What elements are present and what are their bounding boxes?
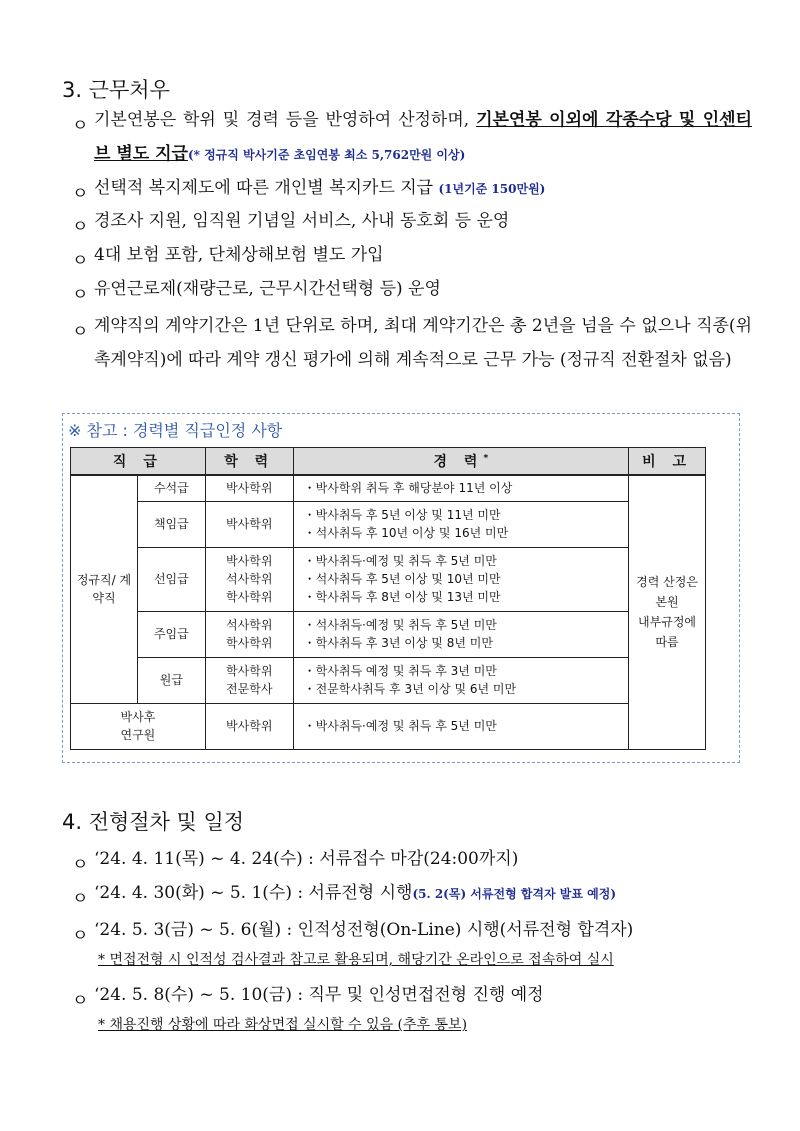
postdoc-grade-cell: 박사후 연구원 — [71, 703, 206, 749]
career-cell: ・석사취득·예정 및 취득 후 5년 미만 ・학사취득 후 3년 이상 및 8년 미만 — [293, 611, 628, 657]
salary-bold: 기본연봉 이외에 각종수당 및 인센티브 별도 지급 — [94, 110, 752, 164]
table-row — [71, 657, 706, 703]
aptitude-note: * 면접전형 시 인적성 검사결과 참고로 활용되며, 해당기간 온라인으로 접속하여 실시 — [98, 952, 614, 968]
table-header-row — [71, 448, 706, 476]
career-cell: ・학사취득 예정 및 취득 후 3년 미만 ・전문학사취득 후 3년 이상 및 6년 미만 — [293, 657, 628, 703]
table-row — [71, 475, 706, 501]
schedule-item-2 — [72, 876, 752, 911]
bullet-marker: ㅇ — [72, 855, 89, 875]
remark-cell: 경력 산정은 본원 내부규정에 따름 — [629, 475, 706, 749]
grade-cell: 수석급 — [137, 475, 205, 501]
group-label: 정규직/ 계약직 — [71, 475, 138, 703]
table-row — [71, 501, 706, 547]
grade-table — [70, 447, 706, 750]
schedule-text: ‘24. 5. 3(금) ~ 5. 6(월) : 인적성전형(On-Line) 시행(서류전형 합격자) — [94, 920, 634, 940]
bullet-marker: ㅇ — [72, 184, 89, 204]
schedule-text: ‘24. 4. 11(목) ~ 4. 24(수) : 서류접수 마감(24:00까지) — [94, 849, 519, 869]
salary-text: 기본연봉은 학위 및 경력 등을 반영하여 산정하며, — [94, 110, 477, 130]
welfare-text: 선택적 복지제도에 따른 개인별 복지카드 지급 — [94, 178, 439, 198]
bullet-marker: ㅇ — [72, 889, 89, 909]
schedule-text: ‘24. 5. 8(수) ~ 5. 10(금) : 직무 및 인성면접전형 진행 예정 — [94, 985, 544, 1005]
interview-note: * 채용진행 상황에 따라 화상면접 실시할 수 있음 (추후 통보) — [98, 1017, 468, 1033]
career-cell: ・박사학위 취득 후 해당분야 11년 이상 — [293, 475, 628, 501]
schedule-item-1 — [72, 842, 752, 876]
contract-text: 계약직의 계약기간은 1년 단위로 하며, 최대 계약기간은 총 2년을 넘을 수 없으나 직종(위촉계약직)에 따라 계약 갱신 평가에 의해 계속적으로 근무 가능 (정규직 전환절차 없음) — [94, 316, 752, 370]
schedule-item-4 — [72, 978, 752, 1012]
header-career-mark: * — [483, 453, 489, 464]
bullet-contract — [72, 309, 752, 377]
career-cell: ・박사취득·예정 및 취득 후 5년 미만 — [293, 703, 628, 749]
schedule-note: (5. 2(목) 서류전형 합격자 발표 예정) — [412, 887, 617, 901]
insurance-text: 4대 보험 포함, 단체상해보험 별도 가입 — [94, 245, 384, 265]
bullet-marker: ㅇ — [72, 251, 89, 271]
bullet-marker: ㅇ — [72, 926, 89, 946]
bullet-marker: ㅇ — [72, 116, 89, 136]
edu-cell: 박사학위 — [205, 703, 293, 749]
bullet-marker: ㅇ — [72, 991, 89, 1011]
grade-cell: 책임급 — [137, 501, 205, 547]
career-cell: ・박사취득·예정 및 취득 후 5년 미만 ・석사취득 후 5년 이상 및 10년 미만 ・학사취득 후 8년 이상 및 13년 미만 — [293, 547, 628, 611]
bullet-insurance — [72, 238, 752, 272]
schedule-item-3 — [72, 913, 752, 947]
events-text: 경조사 지원, 임직원 기념일 서비스, 사내 동호회 등 운영 — [94, 211, 510, 231]
grade-cell: 주임급 — [137, 611, 205, 657]
edu-cell: 박사학위 석사학위 학사학위 — [205, 547, 293, 611]
bullet-events — [72, 204, 752, 238]
welfare-note: (1년기준 150만원) — [438, 182, 546, 196]
header-grade: 직 급 — [71, 448, 206, 476]
edu-cell: 박사학위 — [205, 475, 293, 501]
bullet-flexwork — [72, 272, 752, 306]
edu-cell: 석사학위 학사학위 — [205, 611, 293, 657]
salary-note: (* 정규직 박사기준 초임연봉 최소 5,762만원 이상) — [187, 148, 466, 162]
section-3-title: 3. 근무처우 — [62, 78, 170, 102]
reference-heading: ※ 참고 : 경력별 직급인정 사항 — [68, 421, 283, 440]
table-row — [71, 611, 706, 657]
bullet-marker: ㅇ — [72, 217, 89, 237]
flexwork-text: 유연근로제(재량근로, 근무시간선택형 등) 운영 — [94, 279, 441, 299]
header-remark: 비 고 — [629, 448, 706, 476]
edu-cell: 학사학위 전문학사 — [205, 657, 293, 703]
bullet-marker: ㅇ — [72, 322, 89, 342]
section-4-title: 4. 전형절차 및 일정 — [62, 810, 245, 834]
edu-cell: 박사학위 — [205, 501, 293, 547]
schedule-text: ‘24. 4. 30(화) ~ 5. 1(수) : 서류전형 시행 — [94, 883, 413, 903]
header-education: 학 력 — [205, 448, 293, 476]
table-row — [71, 547, 706, 611]
bullet-welfare — [72, 171, 752, 206]
bullet-marker: ㅇ — [72, 285, 89, 305]
career-cell: ・박사취득 후 5년 이상 및 11년 미만 ・석사취득 후 10년 이상 및 16년 미만 — [293, 501, 628, 547]
grade-cell: 원급 — [137, 657, 205, 703]
grade-cell: 선임급 — [137, 547, 205, 611]
bullet-salary — [72, 103, 752, 172]
header-career: 경 력* — [293, 448, 628, 476]
table-row — [71, 703, 706, 749]
